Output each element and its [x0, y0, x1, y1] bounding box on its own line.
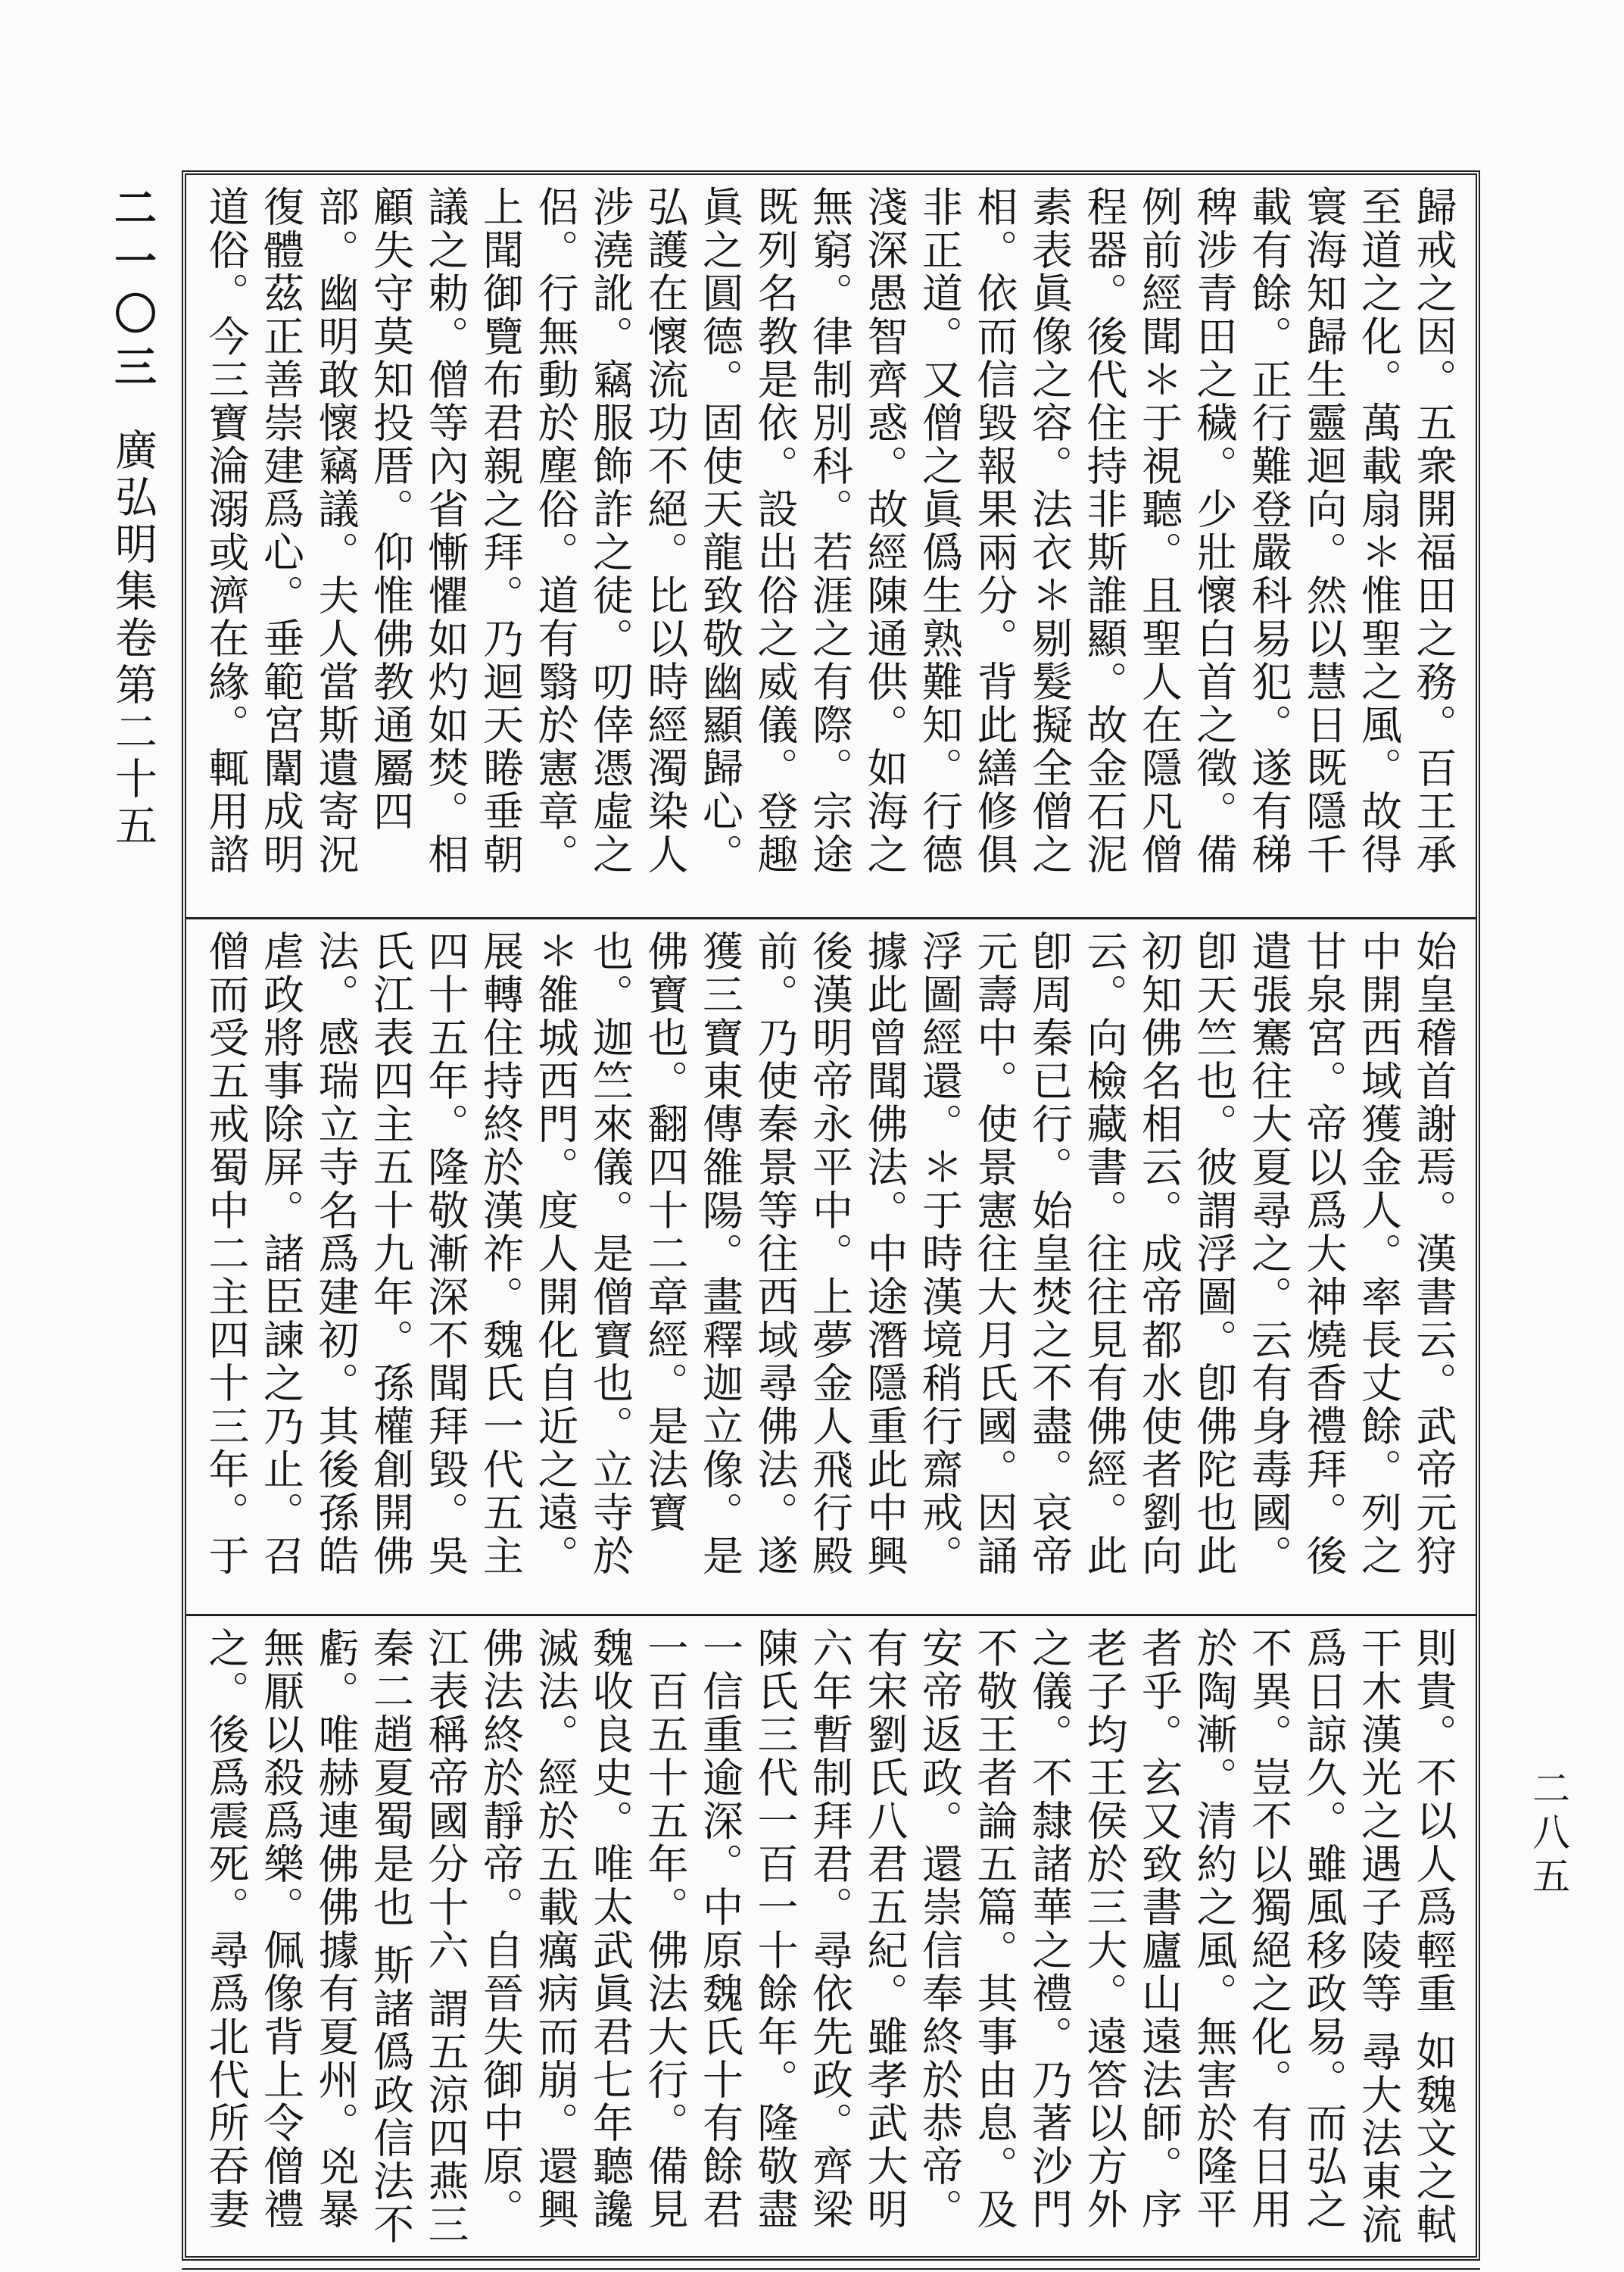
text-column: 屏。諸臣諫之乃止。召僧而受五戒 [202, 930, 305, 1578]
register-text [201, 186, 1460, 910]
text-column: 君七年聽讒滅法。經於五載癘病而崩。還興 [531, 1627, 634, 2231]
text-column: 息。及安帝返政。還崇信奉終於恭帝。有宋劉 [861, 1627, 1018, 2231]
text-column: 流爲日諒久。雖風移政易。而弘之不異。豈不 [1245, 1627, 1403, 2247]
page-number-left: 二一〇三 [108, 186, 157, 398]
register-middle [186, 917, 1476, 1614]
text-column: 魏氏一代五主四十五年。隆敬漸深不聞拜 [422, 930, 525, 1578]
text-column: 器。後代住持非斯誰顯。故金石泥素表眞像 [1025, 186, 1128, 876]
text-column: 徵。備例前經聞＊于視聽。且聖人在隱凡僧程 [1080, 186, 1238, 876]
text-column: 感瑞立寺名爲建初。其後孫皓虐政將事除 [257, 930, 360, 1578]
register-top [186, 175, 1476, 917]
text-column: 始皇稽首謝焉。漢書云。武帝元狩中開西 [1354, 930, 1457, 1578]
text-column: 像背上令僧禮之。後爲震死。尋爲北代所吞 [202, 1627, 305, 2231]
text-column: 害於隆平者乎。玄又致書廬山遠法師。序老 [1080, 1627, 1238, 2231]
text-column: 之勅。僧等內省慚懼如灼如焚。相顧失守莫 [366, 186, 469, 876]
text-column: 熟難知。行德淺深愚智齊惑。故經陳通供。如 [861, 186, 964, 876]
text-column: 果兩分。背此繕修俱非正道。又僧之眞僞生 [915, 186, 1018, 876]
text-column: 寶也。迦竺來儀。是僧寶也。立寺於＊雒城西 [531, 930, 689, 1578]
text-column: 毀。吳氏江表四主五十九年。孫權創開佛法。 [312, 930, 469, 1578]
text-column: 盡一信重逾深。中原魏氏十有餘君一百五 [641, 1627, 799, 2231]
text-column: 法。中途潛隱重此中興 [861, 1146, 909, 1578]
text-column: 神燒香禮拜。後遣張騫往大夏尋之。云有身 [1245, 930, 1348, 1578]
text-column: 秦景等往西域尋佛法。遂獲三寶東傳雒陽。 [696, 930, 799, 1578]
text-column: 垂範宮闈成明道俗。今三寶淪溺或濟在緣。 [202, 186, 305, 876]
text-column: 域獲金人。率長丈餘。列之甘泉宮。帝以爲大 [1300, 930, 1403, 1578]
text-column: 之容。法衣＊剔髮擬全僧之相。依而信毀報 [971, 186, 1074, 876]
text-column: 分十六 謂五涼四燕三秦二趙夏蜀是也 斯諸僞政信法不虧。唯 [312, 1627, 469, 2247]
text-column: 則貴。不以人爲輕重 如魏文之軾干木漢光之遇子陵等 尋大法東 [1354, 1627, 1457, 2247]
text-column: 後漢明帝永平中。上夢金人飛行殿前。乃使 [751, 930, 854, 1578]
text-column: 佛名相云。成帝都水使者劉向云。向檢藏書。 [1080, 930, 1183, 1578]
text-column: 輒用諮 [202, 747, 250, 876]
text-column: 易犯。遂有稊稗涉青田之穢。少壯懷白首之 [1190, 186, 1293, 876]
text-column: 海之無窮。律制別科。若涯之有際。宗途既 [751, 186, 909, 876]
text-column: 赫連佛佛據有夏州。兇暴無厭以殺爲樂。佩 [257, 1627, 360, 2231]
text-column: 氏八君五紀。雖孝武大明六年暫制拜君。尋 [806, 1627, 909, 2231]
book-title: 廣弘明集卷第二十五 [108, 428, 157, 850]
register-text [201, 930, 1460, 1606]
text-column: 向。然以慧日既隱千載有餘。正行難登嚴科 [1245, 186, 1348, 876]
text-column: 蜀中二主四十三年。于 [202, 1146, 250, 1578]
text-column: 子均王侯於三大。遠答以方外之儀。不隸諸 [1025, 1627, 1128, 2231]
text-column: 華之禮。乃著沙門不敬王者論五篇。其事由 [971, 1627, 1074, 2231]
text-column: 歸戒之因。五衆開福田之務。百王承至道之 [1354, 186, 1457, 876]
register-text [201, 1627, 1460, 2249]
text-column: 妻 [202, 2188, 250, 2231]
text-column: 絕。比以時經濁染人涉澆訛。竊服飾詐之徒。 [586, 186, 689, 876]
text-column: 十五年。佛法大行。備見魏收良史。唯太武眞 [586, 1627, 689, 2231]
text-column: 以獨絕之化。有日用於陶漸。清約之風。無 [1190, 1627, 1293, 2231]
text-column: 盡。哀帝元壽中。使景憲往大月氏國。因誦浮 [915, 930, 1074, 1578]
register-bottom [186, 1614, 1476, 2256]
text-column: 章。上聞御覽布君親之拜。乃迴天睠垂朝議 [422, 186, 579, 876]
text-column: 往往見有佛經。此卽周秦已行。始皇焚之不 [1025, 930, 1128, 1578]
text-column: 議。夫人當斯遺寄況復體茲正善崇建爲心。 [257, 186, 360, 876]
text-column: 圖經還。＊于時漢境稍行齋戒。據此曾聞佛 [861, 930, 964, 1578]
text-column: 知投厝。仰惟佛教通屬四部。幽明敢懷竊 [312, 186, 415, 833]
notes-divider [182, 2268, 1480, 2270]
text-column: 畫釋迦立像。是佛寶也。翻四十二章經。是法 [641, 930, 744, 1578]
text-column: 毒國。卽天竺也。彼謂浮圖。卽佛陀也此初知 [1135, 930, 1293, 1578]
text-column: 門。度人開化自近之遠。展轉住持終於漢祚。 [476, 930, 579, 1578]
text-column: 固使天龍致敬幽顯歸心。弘護在懷流功不 [641, 186, 744, 876]
text-column: 列名教是依。設出俗之威儀。登趣眞之圓德。 [696, 186, 799, 876]
running-head [98, 186, 167, 1125]
text-frame [182, 170, 1480, 2261]
text-column: 化。萬載扇＊惟聖之風。故得寰海知歸生靈迴 [1300, 186, 1403, 876]
text-column: 叨倖憑虛之侶。行無動於塵俗。道有翳於憲 [531, 186, 634, 876]
text-column: 依先政。齊梁陳氏三代一百一十餘年。隆敬 [751, 1627, 854, 2231]
page-number-right: 二八五 [1526, 1768, 1570, 1900]
text-column: 佛法終於靜帝。自晉失御中原。江表稱帝國 [422, 1627, 525, 2231]
